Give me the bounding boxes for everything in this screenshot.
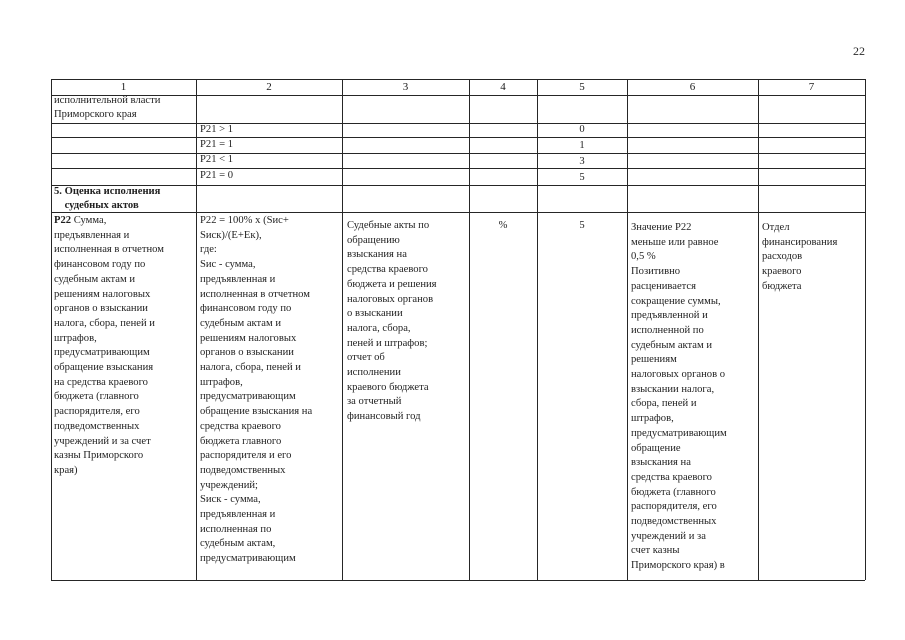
row-border [51,153,865,154]
condition-score: 3 [579,156,585,167]
row-border [51,137,865,138]
col-border [865,79,866,580]
row-border [51,185,865,186]
col-border [469,79,470,580]
comment-cell: Значение P22 меньше или равное 0,5 % Позитивно расценивается сокращение суммы, предъявленной и исполненной по судебным актам и решениям налоговых органов о взыскании налога, сбора, пеней и штрафов, предусматривающим обращение взыскания на средства краевого бюджета (главного распорядителя, его подведомственных учреждений и за счет казны Приморского края) в [631,222,727,572]
col-border [627,79,628,580]
header-cell-6: 6 [689,81,696,93]
col-border [196,79,197,580]
header-cell-2: 2 [266,81,272,93]
condition-text: P21 > 1 [200,124,234,135]
row-border [51,212,865,213]
unit-cell: % [498,220,508,231]
source-cell: Судебные акты по обращению взыскания на средства краевого бюджета и решения налоговых органов о взыскании налога, сбора, пеней и штрафов; отчет об исполнении краевого бюджета за отчетный финансовый год [347,220,437,423]
page-number: 22 [853,44,865,58]
row-border [51,168,865,169]
condition-text: P21 < 1 [200,154,234,165]
formula-cell: P22 = 100% x (Sиc+ Sиск)/(E+Ек), где: Sиc - сумма, предъявленная и исполненная в отчетном финансовом году по судебным актам и решениям налоговых органов о взыскании налога, сбора, пеней и штрафов, предусматривающим обращение взыскания на средства краевого бюджета главного распорядителя и его подведомственных учреждений; Sиск - сумма, предъявленная и исполненная по судебным актам, предусматривающим [200,215,313,565]
max-score-cell: 5 [579,220,585,231]
condition-score: 5 [579,172,585,183]
indicator-name: Сумма, предъявленная и исполненная в отчетном финансовом году по судебным актам и решениям налоговых органов о взыскании налога, сбора, пеней и штрафов, предусматривающим обращение взыскания на средства краевого бюджета (главного распорядителя, его подведомственных учреждений и за счет казны Приморского края) [54,215,164,476]
header-cell-1: 1 [120,81,127,93]
col-border [758,79,759,580]
condition-text: P21 = 1 [200,139,234,150]
header-cell-4: 4 [500,81,506,93]
continuation-cell: исполнительной власти Приморского края [54,95,161,120]
header-cell-7: 7 [808,81,815,93]
header-cell-3: 3 [402,81,409,93]
indicator-code: P22 [54,215,72,226]
header-cell-5: 5 [579,81,585,93]
section-title: 5. Оценка исполнения судебных актов [54,186,161,211]
table-bottom-border [51,580,865,581]
row-border [51,123,865,124]
col-border [342,79,343,580]
responsible-cell: Отдел финансирования расходов краевого бюджета [762,222,838,292]
header-bottom-border [51,95,865,96]
table-top-border [51,79,865,80]
col-border [51,79,52,580]
indicator-name-cell [54,214,164,479]
condition-text: P21 = 0 [200,170,234,181]
condition-score: 1 [579,140,585,151]
condition-score: 0 [579,124,585,135]
